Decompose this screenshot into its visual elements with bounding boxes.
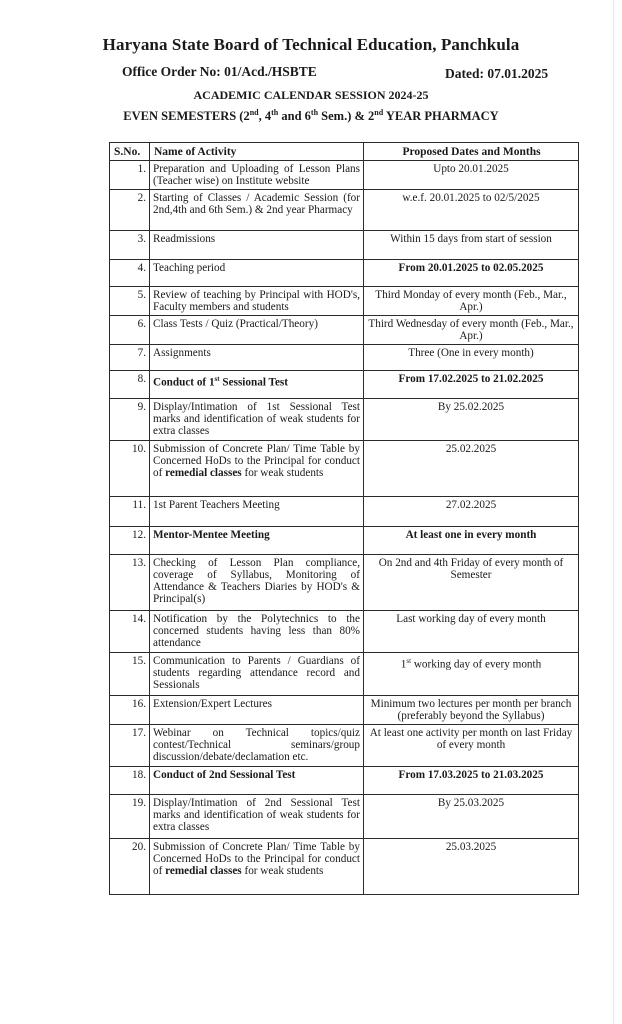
row-activity: Conduct of 1st Sessional Test (150, 371, 364, 399)
row-sno: 12. (110, 527, 150, 555)
order-date: Dated: 07.01.2025 (445, 66, 549, 81)
row-dates: At least one in every month (364, 527, 579, 555)
row-dates: 27.02.2025 (364, 497, 579, 527)
table-row (110, 527, 579, 555)
row-sno: 2. (110, 190, 150, 231)
row-dates: Third Monday of every month (Feb., Mar., Apr.) (364, 287, 579, 316)
row-dates: By 25.03.2025 (364, 795, 579, 839)
table-row (110, 555, 579, 611)
row-activity: Display/Intimation of 2nd Sessional Test marks and identification of weak students for extra classes (150, 795, 364, 839)
row-sno: 19. (110, 795, 150, 839)
row-activity: Checking of Lesson Plan compliance, coverage of Syllabus, Monitoring of Attendance & Teachers Diaries by HOD's & Principal(s) (150, 555, 364, 611)
row-sno: 7. (110, 345, 150, 371)
row-sno: 20. (110, 839, 150, 895)
table-row (110, 767, 579, 795)
row-sno: 10. (110, 441, 150, 497)
row-dates: 25.02.2025 (364, 441, 579, 497)
table-row (110, 399, 579, 441)
row-sno: 9. (110, 399, 150, 441)
row-activity: Submission of Concrete Plan/ Time Table by Concerned HoDs to the Principal for conduct of remedial classes for weak students (150, 441, 364, 497)
table-row (110, 287, 579, 316)
table-row (110, 497, 579, 527)
row-dates: w.e.f. 20.01.2025 to 02/5/2025 (364, 190, 579, 231)
org-title: Haryana State Board of Technical Education, Panchkula (102, 35, 520, 54)
row-dates: Three (One in every month) (364, 345, 579, 371)
table-row (110, 316, 579, 345)
row-activity: Review of teaching by Principal with HOD's, Faculty members and students (150, 287, 364, 316)
row-sno: 3. (110, 231, 150, 260)
row-dates: Third Wednesday of every month (Feb., Mar., Apr.) (364, 316, 579, 345)
table-row (110, 260, 579, 287)
table-row (110, 839, 579, 895)
table-row (110, 161, 579, 190)
table-row (110, 231, 579, 260)
row-activity: 1st Parent Teachers Meeting (150, 497, 364, 527)
row-sno: 16. (110, 696, 150, 725)
row-sno: 11. (110, 497, 150, 527)
row-dates: Upto 20.01.2025 (364, 161, 579, 190)
row-dates: 1st working day of every month (364, 653, 579, 696)
row-activity: Notification by the Polytechnics to the concerned students having less than 80% attendance (150, 611, 364, 653)
row-dates: Minimum two lectures per month per branch (preferably beyond the Syllabus) (364, 696, 579, 725)
header-activity: Name of Activity (150, 143, 364, 161)
row-sno: 18. (110, 767, 150, 795)
table-row (110, 795, 579, 839)
row-sno: 17. (110, 725, 150, 767)
row-dates: Last working day of every month (364, 611, 579, 653)
row-activity: Assignments (150, 345, 364, 371)
row-activity: Display/Intimation of 1st Sessional Test marks and identification of weak students for extra classes (150, 399, 364, 441)
header-dates: Proposed Dates and Months (364, 143, 579, 161)
row-activity: Class Tests / Quiz (Practical/Theory) (150, 316, 364, 345)
row-dates: From 17.03.2025 to 21.03.2025 (364, 767, 579, 795)
row-sno: 1. (110, 161, 150, 190)
office-order-number: Office Order No: 01/Acd./HSBTE (122, 64, 317, 79)
row-activity: Starting of Classes / Academic Session (for 2nd,4th and 6th Sem.) & 2nd year Pharmacy (150, 190, 364, 231)
table-row (110, 696, 579, 725)
row-sno: 8. (110, 371, 150, 399)
row-activity: Teaching period (150, 260, 364, 287)
row-dates: Within 15 days from start of session (364, 231, 579, 260)
table-row (110, 441, 579, 497)
table-row (110, 725, 579, 767)
header-sno: S.No. (110, 143, 150, 161)
row-sno: 6. (110, 316, 150, 345)
row-sno: 15. (110, 653, 150, 696)
row-dates: By 25.02.2025 (364, 399, 579, 441)
row-dates: On 2nd and 4th Friday of every month of Semester (364, 555, 579, 611)
row-dates: At least one activity per month on last Friday of every month (364, 725, 579, 767)
row-sno: 14. (110, 611, 150, 653)
table-row (110, 345, 579, 371)
row-sno: 5. (110, 287, 150, 316)
scan-edge-line (613, 0, 614, 1024)
row-activity: Readmissions (150, 231, 364, 260)
academic-calendar-table (109, 142, 579, 895)
row-activity: Submission of Concrete Plan/ Time Table by Concerned HoDs to the Principal for conduct of remedial classes for weak students (150, 839, 364, 895)
row-activity: Mentor-Mentee Meeting (150, 527, 364, 555)
row-sno: 4. (110, 260, 150, 287)
row-dates: 25.03.2025 (364, 839, 579, 895)
table-row (110, 371, 579, 399)
row-activity: Preparation and Uploading of Lesson Plans (Teacher wise) on Institute website (150, 161, 364, 190)
row-dates: From 20.01.2025 to 02.05.2025 (364, 260, 579, 287)
table-row (110, 190, 579, 231)
row-activity: Webinar on Technical topics/quiz contest/Technical seminars/group discussion/debate/declamation etc. (150, 725, 364, 767)
row-activity: Communication to Parents / Guardians of students regarding attendance record and Sessionals (150, 653, 364, 696)
table-header-row (110, 143, 579, 161)
calendar-session-title: ACADEMIC CALENDAR SESSION 2024-25 (193, 88, 429, 102)
table-row (110, 611, 579, 653)
row-activity: Conduct of 2nd Sessional Test (150, 767, 364, 795)
row-dates: From 17.02.2025 to 21.02.2025 (364, 371, 579, 399)
table-row (110, 653, 579, 696)
row-activity: Extension/Expert Lectures (150, 696, 364, 725)
semesters-subtitle: EVEN SEMESTERS (2nd, 4th and 6th Sem.) & 2nd YEAR PHARMACY (123, 108, 499, 124)
row-sno: 13. (110, 555, 150, 611)
